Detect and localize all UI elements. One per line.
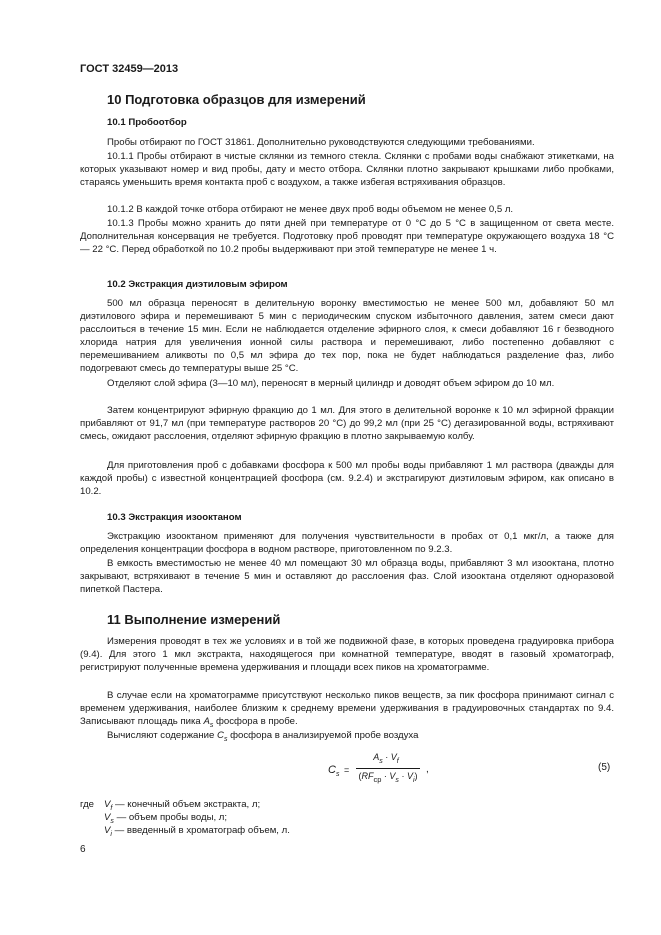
paragraph-11-1: Измерения проводят в тех же условиях и в той же подвижной фазе, в которых проведена градуировка прибора (9.4). Для этого 1 мкл экстракта, находящегося при комнатной температуре, вводят в газовый хроматограф, регистрируют полученные времена удерживания и площади всех пиков на хроматограмме. [80,636,614,673]
subsection-10-3-heading: 10.3 Экстракция изооктаном [107,512,242,523]
paragraph-10-2-1: 500 мл образца переносят в делительную воронку вместимостью не менее 500 мл, добавляют 50 мл диэтилового эфира и перемешивают 5 мин с периодическим спуском избыточного давления, затем смеси дают расслоиться в течение 15 мин. Если не наблюдается отделение эфирного слоя, к смеси добавляют 16 г безводного хлорида натрия для увеличения ионной силы раствора и перемешивают, либо постепенно добавляют с перемешиванием аликвоты по 0,5 мл эфира до тех пор, пока не будет наблюдаться разделение фаз, либо подогревают смесь до температуры выше 25 °С. [80,298,614,374]
formula-number: (5) [598,762,611,773]
paragraph-10-2-3: Затем концентрируют эфирную фракцию до 1 мл. Для этого в делительной воронке к 10 мл эфирной фракции прибавляют от 91,7 мл (при температуре растворов 20 °С) до 99,2 мл (при 25 °С) дегазированной воды, встряхивают смесь, ожидают расслоения, отделяют эфирную фракцию в плотно закрываемую колбу. [80,405,614,442]
subsection-10-1-heading: 10.1 Пробоотбор [107,117,187,128]
formula-5 [0,748,661,788]
paragraph-11-3: Вычисляют содержание $C_s$ фосфора в анализируемой пробе воздуха [107,730,419,743]
section-11-heading: 11 Выполнение измерений [107,612,281,627]
paragraph-10-2-4: Для приготовления проб с добавками фосфора к 500 мл пробы воды прибавляют 1 мл раствора (дважды для каждой пробы) с известной концентрацией фосфора (см. 9.2.4) и экстрагируют диэтиловым эфиром, как описано в 10.2. [80,460,614,497]
legend-item: $V_i$ — введенный в хроматограф объем, л. [104,825,290,838]
subsection-10-2-heading: 10.2 Экстракция диэтиловым эфиром [107,279,288,290]
paragraph-10-1-2: 10.1.2 В каждой точке отбора отбирают не менее двух проб воды объемом не менее 0,5 л. [107,204,514,215]
paragraph-10-2-2: Отделяют слой эфира (3—10 мл), переносят в мерный цилиндр и доводят объем эфиром до 10 мл. [107,378,555,389]
formula-comma: , [426,764,429,775]
legend-item: $V_f$ — конечный объем экстракта, л; [104,799,261,812]
legend-item: $V_s$ — объем пробы воды, л; [104,812,228,825]
section-10-heading: 10 Подготовка образцов для измерений [107,92,366,107]
formula-numerator: $A_s \cdot V_f$ [373,752,399,765]
legend-where: где [80,799,95,810]
paragraph-10-3-2: В емкость вместимостью не менее 40 мл помещают 30 мл образца воды, прибавляют 3 мл изооктана, плотно закрывают, встряхивают в течение 5 мин и оставляют до расслоения фаз. Слой изооктана отделяют одноразовой пипеткой Пастера. [80,558,614,595]
paragraph-10-3-1: Экстракцию изооктаном применяют для получения чувствительности в пробах от 0,1 мкг/л, а также для определения концентрации фосфора в водном растворе, приготовленном по 9.2.3. [80,531,614,555]
page-number: 6 [80,844,86,855]
formula-equals: = [344,765,350,775]
paragraph-10-1-1: 10.1.1 Пробы отбирают в чистые склянки из темного стекла. Склянки с пробами воды снабжают этикетками, на которых указывают номер и вид пробы, дату и место отбора. Склянки плотно закрывают крышками либо пробками, стараясь уменьшить время контакта проб с воздухом, а также избегая встряхивания образцов. [80,151,614,188]
formula-fraction-bar [356,768,420,769]
paragraph-11-2: В случае если на хроматограмме присутствуют несколько пиков веществ, за пик фосфора принимают сигнал с временем удерживания, наиболее близким к среднему времени удерживания в градуировочных стандартах по 9.4. Записывают площадь пика $A_s$ фосфора в пробе. [80,690,614,729]
formula-denominator: $(RF_{ср} \cdot V_s \cdot V_i)$ [358,771,418,784]
document-code: ГОСТ 32459—2013 [80,63,179,75]
paragraph-10-1-3: 10.1.3 Пробы можно хранить до пяти дней при температуре от 0 °С до 5 °С в защищенном от света месте. Дополнительная консервация не требуется. Подготовку проб проводят при температуре окружающего воздуха 18 °С — 22 °С. Перед обработкой по 10.2 пробы выдерживают при этой температуре не менее 1 ч. [80,218,614,255]
paragraph-10-1-intro: Пробы отбирают по ГОСТ 31861. Дополнительно руководствуются следующими требованиями. [107,137,535,148]
formula-lhs: $C_s$ [328,764,340,779]
